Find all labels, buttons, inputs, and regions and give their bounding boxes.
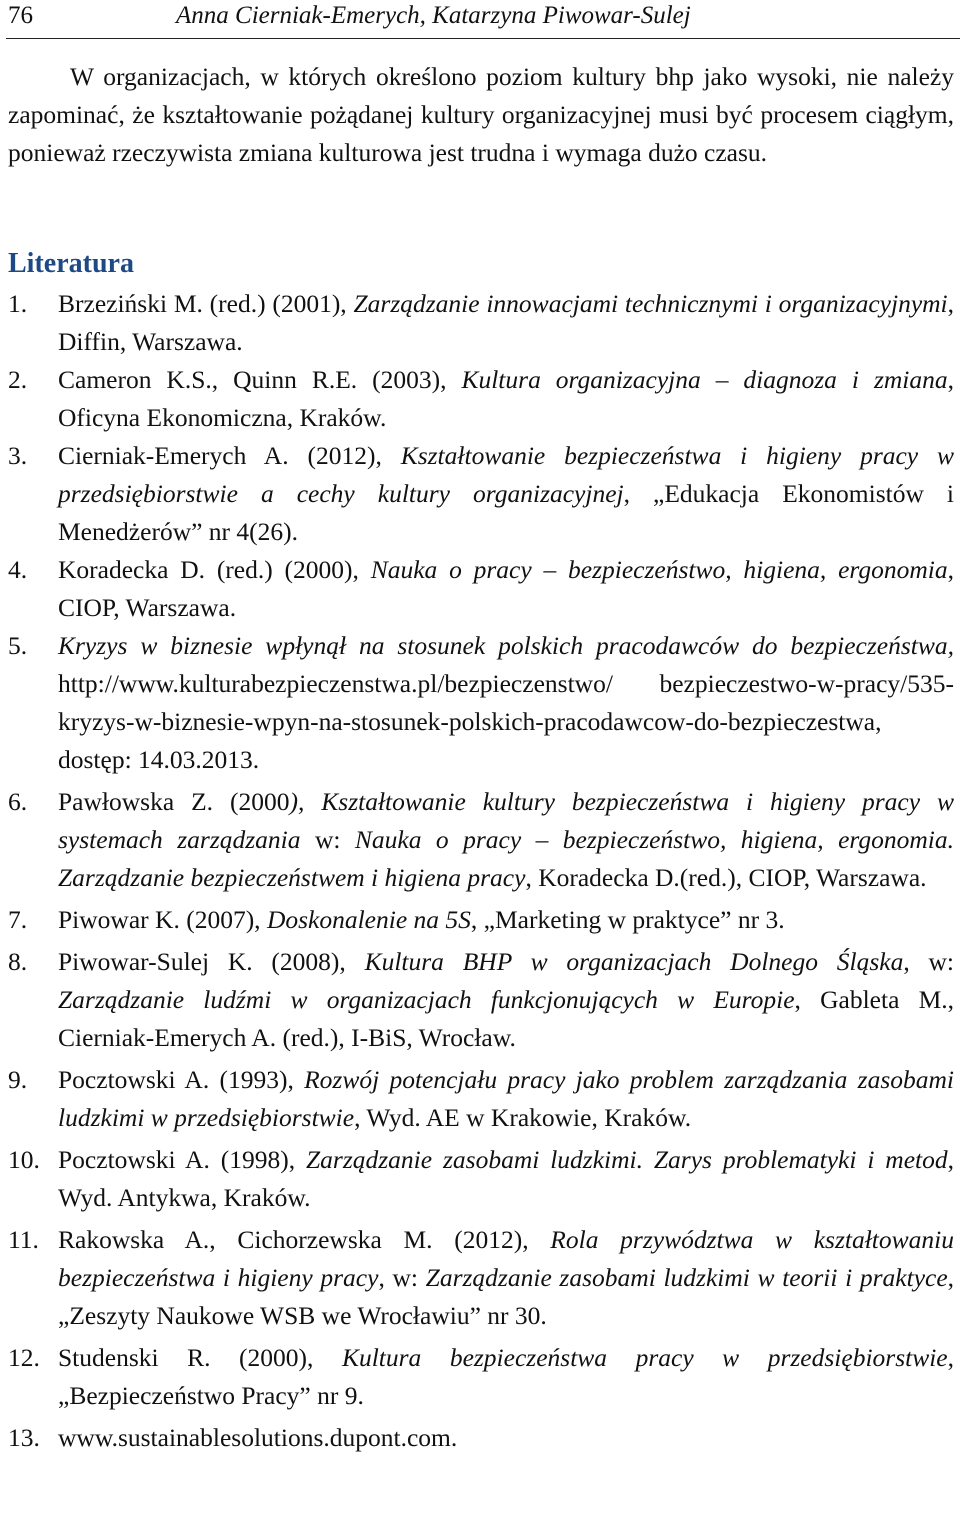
reference-item: 3. Cierniak-Emerych A. (2012), Kształtowanie bezpieczeństwa i higieny pracy w przedsiębiorstwie a cechy kultury organizacyjnej, „Edukacja Ekonomistów i Menedżerów” nr 4(26). bbox=[8, 437, 954, 551]
reference-number: 3. bbox=[8, 441, 28, 470]
reference-number: 4. bbox=[8, 555, 28, 584]
reference-number: 5. bbox=[8, 631, 28, 660]
reference-number: 11. bbox=[8, 1225, 39, 1254]
reference-item: 11. Rakowska A., Cichorzewska M. (2012), Rola przywództwa w kształtowaniu bezpieczeństwa i higieny pracy, w: Zarządzanie zasobami ludzkimi w teorii i praktyce, „Zeszyty Naukowe WSB we Wrocławiu” nr 30. bbox=[8, 1221, 954, 1335]
reference-url-text: www.sustainablesolutions.dupont.com. bbox=[58, 1423, 458, 1452]
reference-number: 13. bbox=[8, 1423, 40, 1452]
reference-number: 8. bbox=[8, 947, 28, 976]
reference-number: 2. bbox=[8, 365, 28, 394]
reference-list bbox=[8, 285, 954, 1457]
reference-item: 10. Pocztowski A. (1998), Zarządzanie zasobami ludzkimi. Zarys problematyki i metod, Wyd. Antykwa, Kraków. bbox=[8, 1141, 954, 1217]
reference-item: 8. Piwowar-Sulej K. (2008), Kultura BHP w organizacjach Dolnego Śląska, w: Zarządzanie ludźmi w organizacjach funkcjonujących w Europie, Gableta M., Cierniak-Emerych A. (red.), I-BiS, Wrocław. bbox=[8, 943, 954, 1057]
reference-item: 2. Cameron K.S., Quinn R.E. (2003), Kultura organizacyjna – diagnoza i zmiana, Oficyna Ekonomiczna, Kraków. bbox=[8, 361, 954, 437]
running-head-authors: Anna Cierniak-Emerych, Katarzyna Piwowar-Sulej bbox=[176, 2, 691, 29]
reference-item: 9. Pocztowski A. (1993), Rozwój potencjału pracy jako problem zarządzania zasobami ludzkimi w przedsiębiorstwie, Wyd. AE w Krakowie, Kraków. bbox=[8, 1061, 954, 1137]
reference-number: 12. bbox=[8, 1343, 40, 1372]
reference-url-text: http://www.kulturabezpieczenstwa.pl/bezpieczenstwo/ bezpieczestwo-w-pracy/535-kryzys-w-biznesie-wpyn-na-stosunek-polskich-pracodawcow-do-bezpieczestwa, dostęp: 14.03.2013. bbox=[58, 669, 954, 774]
reference-item: 1. Brzeziński M. (red.) (2001), Zarządzanie innowacjami technicznymi i organizacyjnymi, Diffin, Warszawa. bbox=[8, 285, 954, 361]
reference-item: 5. Kryzys w biznesie wpłynął na stosunek polskich pracodawców do bezpieczeństwa, http://www.kulturabezpieczenstwa.pl/bezpieczenstwo/ bezpieczestwo-w-pracy/535-kryzys-w-biznesie-wpyn-na-stosunek-polskich-pracodawcow-do-bezpieczestwa, dostęp: 14.03.2013. bbox=[8, 627, 954, 779]
reference-number: 7. bbox=[8, 905, 28, 934]
reference-item: 7. Piwowar K. (2007), Doskonalenie na 5S, „Marketing w praktyce” nr 3. bbox=[8, 901, 954, 939]
reference-number: 1. bbox=[8, 289, 28, 318]
reference-item bbox=[8, 1419, 954, 1457]
reference-number: 10. bbox=[8, 1145, 40, 1174]
page-number: 76 bbox=[8, 2, 33, 29]
intro-paragraph: W organizacjach, w których określono poziom kultury bhp jako wysoki, nie należy zapominać, że kształtowanie pożądanej kultury organizacyjnej musi być procesem ciągłym, ponieważ rzeczywista zmiana kulturowa jest trudna i wymaga dużo czasu. bbox=[8, 62, 954, 167]
page-header bbox=[0, 0, 960, 40]
reference-number: 6. bbox=[8, 787, 28, 816]
section-title-literatura: Literatura bbox=[8, 248, 134, 279]
reference-item: 6. Pawłowska Z. (2000), Kształtowanie kultury bezpieczeństwa i higieny pracy w systemach zarządzania w: Nauka o pracy – bezpieczeństwo, higiena, ergonomia. Zarządzanie bezpieczeństwem i higiena pracy, Koradecka D.(red.), CIOP, Warszawa. bbox=[8, 783, 954, 897]
reference-item: 4. Koradecka D. (red.) (2000), Nauka o pracy – bezpieczeństwo, higiena, ergonomia, CIOP, Warszawa. bbox=[8, 551, 954, 627]
header-rule bbox=[6, 38, 960, 39]
reference-number: 9. bbox=[8, 1065, 28, 1094]
reference-item: 12. Studenski R. (2000), Kultura bezpieczeństwa pracy w przedsiębiorstwie, „Bezpieczeństwo Pracy” nr 9. bbox=[8, 1339, 954, 1415]
